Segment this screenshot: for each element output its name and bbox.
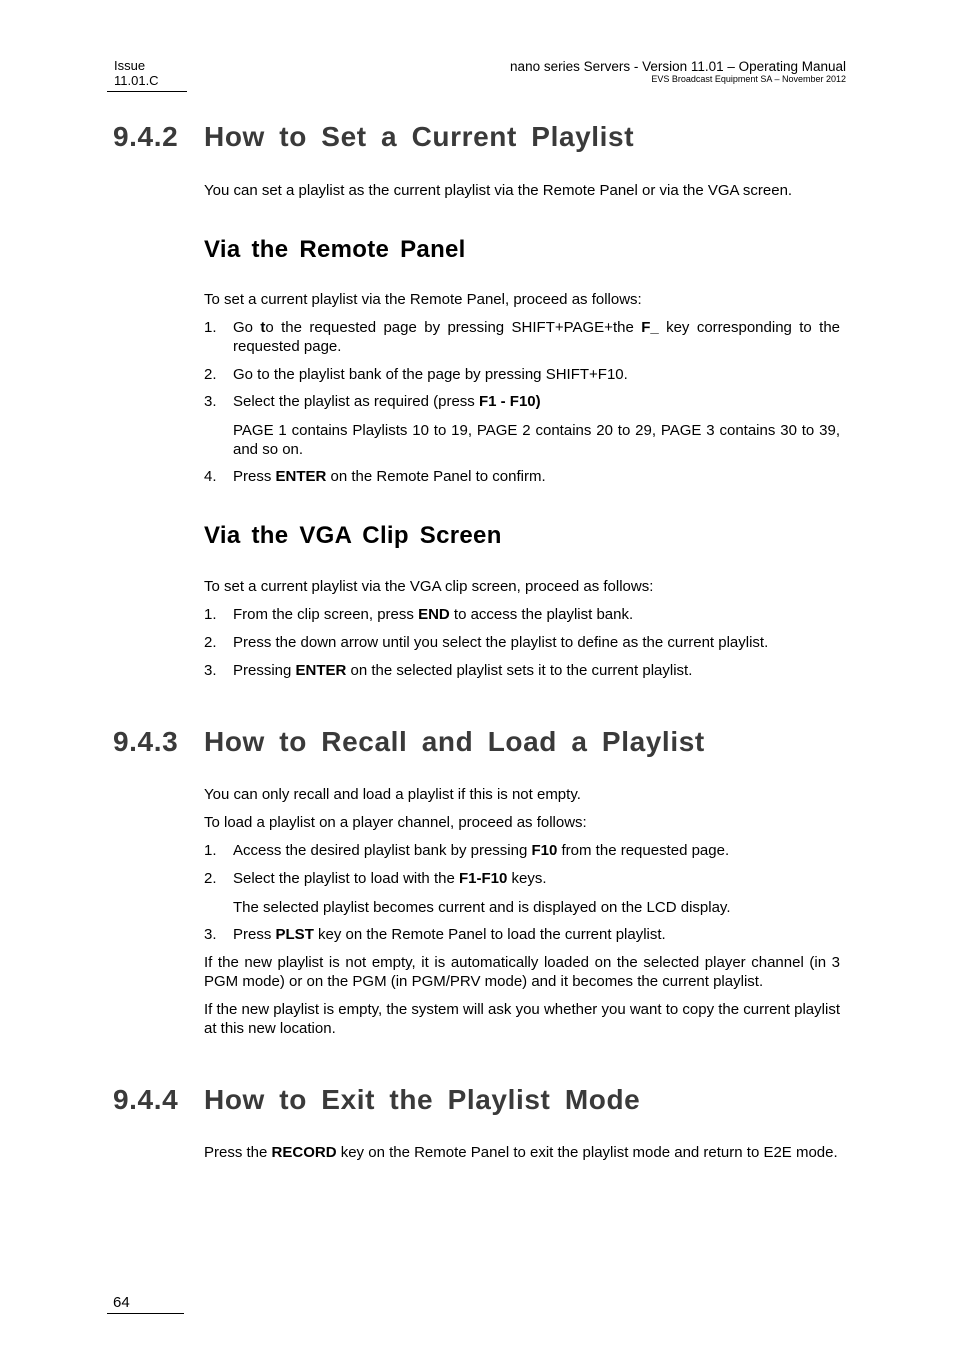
header-issue bbox=[114, 58, 159, 88]
subheading-vga-clip-screen: Via the VGA Clip Screen bbox=[204, 522, 502, 549]
list-item: 1. From the clip screen, press END to access the playlist bank. bbox=[204, 606, 634, 623]
list-number: 1. bbox=[204, 842, 217, 859]
list-number: 3. bbox=[204, 662, 217, 679]
section-title: How to Set a Current Playlist bbox=[204, 121, 635, 152]
list-note: PAGE 1 contains Playlists 10 to 19, PAGE 2 contains 20 to 29, PAGE 3 contains 30 to 39, and so on. bbox=[233, 422, 840, 458]
list-number: 1. bbox=[204, 606, 217, 623]
section-number: 9.4.2 bbox=[113, 121, 179, 152]
list-item: 2. Go to the playlist bank of the page by pressing SHIFT+F10. bbox=[204, 366, 628, 383]
list-number: 3. bbox=[204, 926, 217, 943]
list-item: 2. Press the down arrow until you select the playlist to define as the current playlist. bbox=[204, 634, 769, 651]
paragraph: You can only recall and load a playlist if this is not empty. bbox=[204, 786, 581, 803]
list-item: 3. Press PLST key on the Remote Panel to load the current playlist. bbox=[204, 926, 666, 943]
list-item: 4. Press ENTER on the Remote Panel to confirm. bbox=[204, 468, 546, 485]
section-number: 9.4.4 bbox=[113, 1084, 179, 1115]
list-number: 2. bbox=[204, 366, 217, 383]
issue-number: 11.01.C bbox=[114, 73, 159, 88]
paragraph: To set a current playlist via the Remote Panel, proceed as follows: bbox=[204, 291, 642, 308]
section-heading-9-4-3 bbox=[113, 726, 705, 758]
paragraph: If the new playlist is not empty, it is automatically loaded on the selected player channel (in 3 PGM mode) or on the PGM (in PGM/PRV mode) and it becomes the current playlist. bbox=[204, 954, 840, 990]
list-number: 3. bbox=[204, 393, 217, 410]
issue-label: Issue bbox=[114, 58, 146, 73]
page-number: 64 bbox=[113, 1294, 130, 1311]
paragraph: To load a playlist on a player channel, proceed as follows: bbox=[204, 814, 587, 831]
section-title: How to Recall and Load a Playlist bbox=[204, 726, 705, 757]
list-item: 3. Pressing ENTER on the selected playlist sets it to the current playlist. bbox=[204, 662, 693, 679]
list-item: 1. Go to the requested page by pressing SHIFT+PAGE+the F_ key corresponding to the requested page. bbox=[204, 319, 841, 355]
manual-title: nano series Servers - Version 11.01 – Operating Manual bbox=[510, 59, 846, 74]
section-heading-9-4-2 bbox=[113, 121, 634, 153]
paragraph: To set a current playlist via the VGA clip screen, proceed as follows: bbox=[204, 578, 654, 595]
list-item: 2. Select the playlist to load with the F1-F10 keys. bbox=[204, 870, 547, 887]
subheading-remote-panel: Via the Remote Panel bbox=[204, 236, 466, 263]
section-heading-9-4-4 bbox=[113, 1084, 640, 1116]
section-title: How to Exit the Playlist Mode bbox=[204, 1084, 641, 1115]
list-number: 4. bbox=[204, 468, 217, 485]
footer-rule bbox=[107, 1313, 184, 1314]
list-number: 2. bbox=[204, 870, 217, 887]
paragraph: You can set a playlist as the current playlist via the Remote Panel or via the VGA screen. bbox=[204, 182, 793, 199]
list-note: The selected playlist becomes current and is displayed on the LCD display. bbox=[233, 899, 731, 916]
list-item: 1. Access the desired playlist bank by pressing F10 from the requested page. bbox=[204, 842, 730, 859]
list-number: 2. bbox=[204, 634, 217, 651]
publisher-line: EVS Broadcast Equipment SA – November 2012 bbox=[651, 74, 846, 84]
list-number: 1. bbox=[204, 319, 217, 336]
paragraph: If the new playlist is empty, the system will ask you whether you want to copy the current playlist at this new location. bbox=[204, 1001, 840, 1037]
paragraph: Press the RECORD key on the Remote Panel to exit the playlist mode and return to E2E mode. bbox=[204, 1144, 838, 1161]
section-number: 9.4.3 bbox=[113, 726, 179, 757]
list-item: 3. Select the playlist as required (press F1 - F10) bbox=[204, 393, 541, 410]
header-left-rule bbox=[107, 91, 187, 92]
